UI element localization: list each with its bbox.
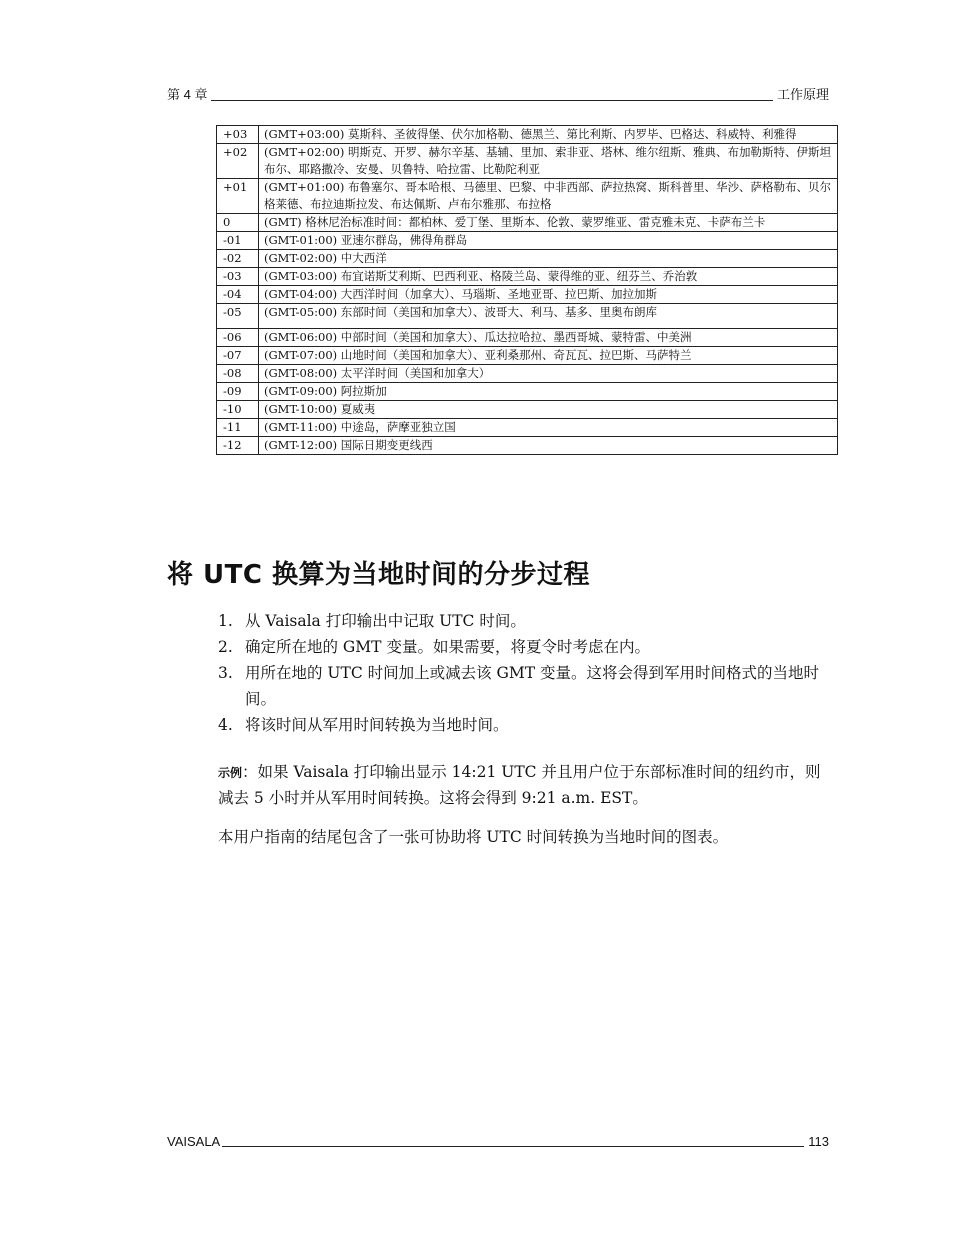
timezone-offset: -05: [217, 304, 259, 329]
timezone-offset: 0: [217, 214, 259, 232]
example-paragraph: [218, 760, 830, 811]
timezone-row: [217, 268, 838, 286]
step-number: 2.: [218, 638, 233, 656]
timezone-description: (GMT-02:00) 中大西洋: [259, 250, 838, 268]
example-label: 示例: [218, 766, 243, 780]
timezone-description: (GMT-03:00) 布宜诺斯艾利斯、巴西利亚、格陵兰岛、蒙得维的亚、纽芬兰、乔治敦: [259, 268, 838, 286]
step-number: 3.: [218, 664, 233, 682]
timezone-offset: -02: [217, 250, 259, 268]
step-item: [218, 712, 830, 738]
step-item: [218, 634, 830, 660]
steps-list: [218, 608, 830, 738]
chapter-label: 第 4 章: [167, 87, 208, 102]
timezone-offset: -01: [217, 232, 259, 250]
timezone-row: [217, 304, 838, 329]
timezone-offset: +01: [217, 179, 259, 214]
step-item: [218, 660, 830, 712]
page-footer: [167, 1134, 829, 1149]
timezone-description: (GMT+01:00) 布鲁塞尔、哥本哈根、马德里、巴黎、中非西部、萨拉热窝、斯科普里、华沙、萨格勒布、贝尔格莱德、布拉迪斯拉发、布达佩斯、卢布尔雅那、布拉格: [259, 179, 838, 214]
footer-brand: VAISALA: [167, 1134, 221, 1149]
timezone-description: (GMT-10:00) 夏威夷: [259, 401, 838, 419]
timezone-offset: -09: [217, 383, 259, 401]
timezone-offset: +03: [217, 126, 259, 144]
timezone-offset: -10: [217, 401, 259, 419]
timezone-row: [217, 401, 838, 419]
section-label: 工作原理: [776, 87, 829, 102]
note-paragraph: 本用户指南的结尾包含了一张可协助将 UTC 时间转换为当地时间的图表。: [218, 828, 729, 846]
timezone-row: [217, 179, 838, 214]
step-number: 1.: [218, 612, 233, 630]
timezone-description: (GMT-05:00) 东部时间（美国和加拿大）、波哥大、利马、基多、里奥布朗库: [259, 304, 838, 329]
timezone-row: [217, 365, 838, 383]
timezone-description: (GMT-08:00) 太平洋时间（美国和加拿大）: [259, 365, 838, 383]
timezone-offset: -06: [217, 329, 259, 347]
page-number: 113: [808, 1134, 829, 1149]
timezone-row: [217, 144, 838, 179]
timezone-description: (GMT+03:00) 莫斯科、圣彼得堡、伏尔加格勒、德黑兰、第比利斯、内罗毕、巴格达、科威特、利雅得: [259, 126, 838, 144]
timezone-offset: -07: [217, 347, 259, 365]
timezone-row: [217, 383, 838, 401]
step-text: 将该时间从军用时间转换为当地时间。: [245, 716, 509, 734]
timezone-row: [217, 437, 838, 455]
timezone-offset: +02: [217, 144, 259, 179]
step-item: [218, 608, 830, 634]
step-number: 4.: [218, 716, 233, 734]
timezone-description: (GMT+02:00) 明斯克、开罗、赫尔辛基、基辅、里加、索非亚、塔林、维尔纽斯、雅典、布加勒斯特、伊斯坦布尔、耶路撒冷、安曼、贝鲁特、哈拉雷、比勒陀利亚: [259, 144, 838, 179]
section-title: 将 UTC 换算为当地时间的分步过程: [167, 560, 591, 590]
timezone-row: [217, 214, 838, 232]
timezone-offset: -03: [217, 268, 259, 286]
timezone-table: [216, 125, 838, 455]
timezone-offset: -08: [217, 365, 259, 383]
timezone-row: [217, 232, 838, 250]
timezone-offset: -12: [217, 437, 259, 455]
timezone-row: [217, 347, 838, 365]
timezone-row: [217, 126, 838, 144]
timezone-description: (GMT-12:00) 国际日期变更线西: [259, 437, 838, 455]
timezone-description: (GMT-11:00) 中途岛，萨摩亚独立国: [259, 419, 838, 437]
timezone-description: (GMT-06:00) 中部时间（美国和加拿大）、瓜达拉哈拉、墨西哥城、蒙特雷、中美洲: [259, 329, 838, 347]
timezone-offset: -04: [217, 286, 259, 304]
timezone-row: [217, 329, 838, 347]
timezone-description: (GMT-04:00) 大西洋时间（加拿大）、马瑙斯、圣地亚哥、拉巴斯、加拉加斯: [259, 286, 838, 304]
header-rule: [211, 100, 773, 101]
timezone-description: (GMT-01:00) 亚速尔群岛，佛得角群岛: [259, 232, 838, 250]
step-text: 用所在地的 UTC 时间加上或减去该 GMT 变量。这将会得到军用时间格式的当地时间。: [245, 664, 820, 708]
timezone-table-body: [217, 126, 838, 455]
timezone-description: (GMT-07:00) 山地时间（美国和加拿大）、亚利桑那州、奇瓦瓦、拉巴斯、马萨特兰: [259, 347, 838, 365]
timezone-description: (GMT-09:00) 阿拉斯加: [259, 383, 838, 401]
page-header: [167, 84, 829, 103]
timezone-row: [217, 419, 838, 437]
timezone-row: [217, 250, 838, 268]
footer-rule: [222, 1146, 804, 1147]
step-text: 从 Vaisala 打印输出中记取 UTC 时间。: [245, 612, 526, 630]
example-separator: ：: [242, 763, 258, 781]
timezone-row: [217, 286, 838, 304]
timezone-offset: -11: [217, 419, 259, 437]
example-text: 如果 Vaisala 打印输出显示 14:21 UTC 并且用户位于东部标准时间的纽约市，则减去 5 小时并从军用时间转换。这将会得到 9:21 a.m. EST。: [218, 763, 821, 807]
timezone-description: (GMT) 格林尼治标准时间：都柏林、爱丁堡、里斯本、伦敦、蒙罗维亚、雷克雅未克、卡萨布兰卡: [259, 214, 838, 232]
step-text: 确定所在地的 GMT 变量。如果需要，将夏令时考虑在内。: [245, 638, 650, 656]
